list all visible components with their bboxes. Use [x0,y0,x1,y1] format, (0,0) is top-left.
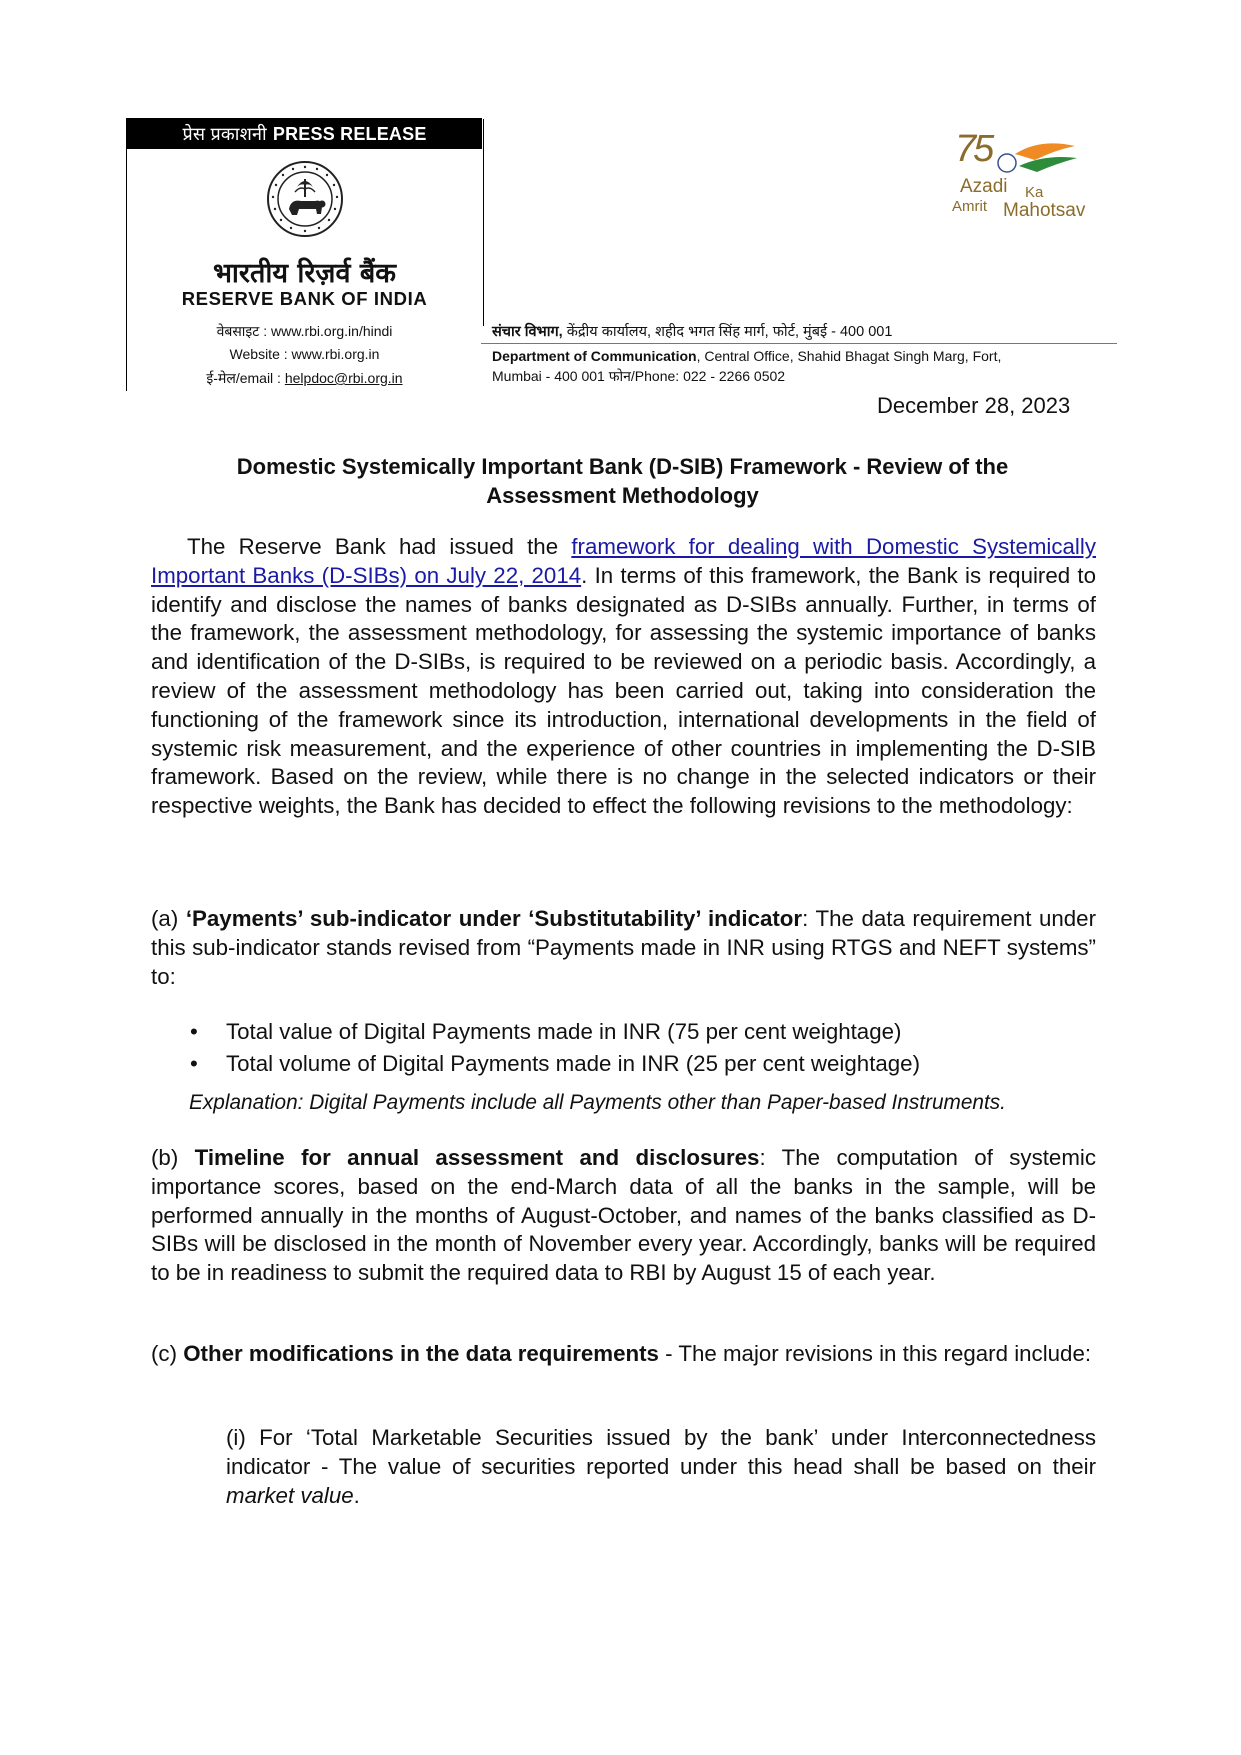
framework-link[interactable]: framework for dealing with Domestic Systemically Important Banks (D-SIBs) on July 22, 2014 [151,534,1096,588]
logo-amrit: Amrit [952,198,987,215]
item-c-i-paragraph [226,1424,1096,1510]
email-line [127,369,482,388]
item-c-i-italic: market value [226,1482,354,1508]
logo-75: 75 [955,128,992,170]
azadi-ka-amrit-mahotsav-logo [952,128,1135,228]
release-date: December 28, 2023 [877,393,1071,418]
website-label: Website : [229,346,288,362]
email-link[interactable]: helpdoc@rbi.org.in [284,370,403,386]
list-item: • Total value of Digital Payments made in INR (75 per cent weightage) [190,1016,1070,1048]
digital-payments-list [190,1016,1070,1080]
item-a-prefix: (a) [151,906,186,931]
press-release-header-box [126,118,482,391]
website-hindi-label: वेबसाइट : [216,323,268,339]
item-c-i-end: . [353,1482,360,1508]
item-b-prefix: (b) [151,1145,195,1170]
press-release-hindi: प्रेस प्रकाशनी [182,124,267,144]
item-a-paragraph [151,905,1096,991]
bank-name-hindi: भारतीय रिज़र्व बैंक [212,258,397,289]
intro-start: The Reserve Bank had issued the [187,534,572,559]
dept-en-bold: Department of Communication [492,348,697,364]
item-c-i-text: (i) For ‘Total Marketable Securities issued by the bank’ under Interconnectedness indicator - The value of securities reported under this head shall be based on their [226,1425,1096,1479]
logo-mahotsav: Mahotsav [1003,200,1086,221]
document-title [150,452,1095,510]
dept-address-hindi [492,321,892,341]
website-hindi-link[interactable]: www.rbi.org.in/hindi [271,323,393,339]
dept-hindi-bold: संचार विभाग, [492,324,563,340]
website-link[interactable]: www.rbi.org.in [291,346,380,362]
item-c-prefix: (c) [151,1341,184,1366]
press-release-label: PRESS RELEASE [272,123,427,144]
dept-hindi-rest: केंद्रीय कार्यालय, शहीद भगत सिंह मार्ग, फोर्ट, मुंबई - 400 001 [566,324,893,340]
title-line-2: Assessment Methodology [486,483,759,508]
item-c-paragraph [151,1340,1096,1369]
dept-en-line2: Mumbai - 400 001 फोन/Phone: 022 - 2266 0502 [492,368,786,384]
item-a-heading: ‘Payments’ sub-indicator under ‘Substitutability’ indicator [185,906,803,931]
explanation-note: Explanation: Digital Payments include all Payments other than Paper-based Instruments. [189,1091,1006,1114]
item-b-text: : The computation of systemic importance scores, based on the end-March data of all the banks in the sample, will be performed annually in the months of August-October, and names of the banks classified as D-SIBs will be disclosed in the month of November every year. Accordingly, banks will be required to be in readiness to submit the required data to RBI by August 15 of each year. [151,1145,1096,1286]
intro-rest: . In terms of this framework, the Bank is required to identify and disclose the names of banks designated as D-SIBs annually. Further, in terms of the framework, the assessment methodology, for assessing the systemic importance of banks and identification of the D-SIBs, is required to be reviewed on a periodic basis. Accordingly, a review of the assessment methodology has been carried out, taking into consideration the functioning of the framework since its introduction, international developments in the field of systemic risk measurement, and the experience of other countries in implementing the D-SIB framework. Based on the review, while there is no change in the selected indicators or their respective weights, the Bank has decided to effect the following revisions to the methodology: [151,562,1096,819]
list-item: • Total volume of Digital Payments made in INR (25 per cent weightage) [190,1048,1070,1080]
intro-paragraph [151,533,1096,821]
item-b-paragraph [151,1144,1096,1288]
item-c-heading: Other modifications in the data requirements [183,1341,659,1366]
title-line-1: Domestic Systemically Important Bank (D-SIB) Framework - Review of the [236,454,1009,479]
rbi-seal-icon [265,159,345,239]
dept-address-english [492,346,1092,386]
item-b-heading: Timeline for annual assessment and disclosures [194,1145,760,1170]
item-c-text: - The major revisions in this regard include: [658,1341,1092,1366]
website-line [127,346,482,362]
bank-name-english: RESERVE BANK OF INDIA [181,288,428,309]
dept-en-rest: , Central Office, Shahid Bhagat Singh Marg, Fort, [696,348,1002,364]
logo-ka: Ka [1025,184,1044,201]
website-hindi-line [127,322,482,341]
header-divider [481,343,1117,344]
email-label: ई-मेल/email : [206,370,281,386]
press-release-bar [127,119,482,149]
logo-azadi: Azadi [960,176,1008,197]
item-a-text: : The data requirement under this sub-indicator stands revised from “Payments made in INR using RTGS and NEFT systems” to: [151,906,1096,989]
